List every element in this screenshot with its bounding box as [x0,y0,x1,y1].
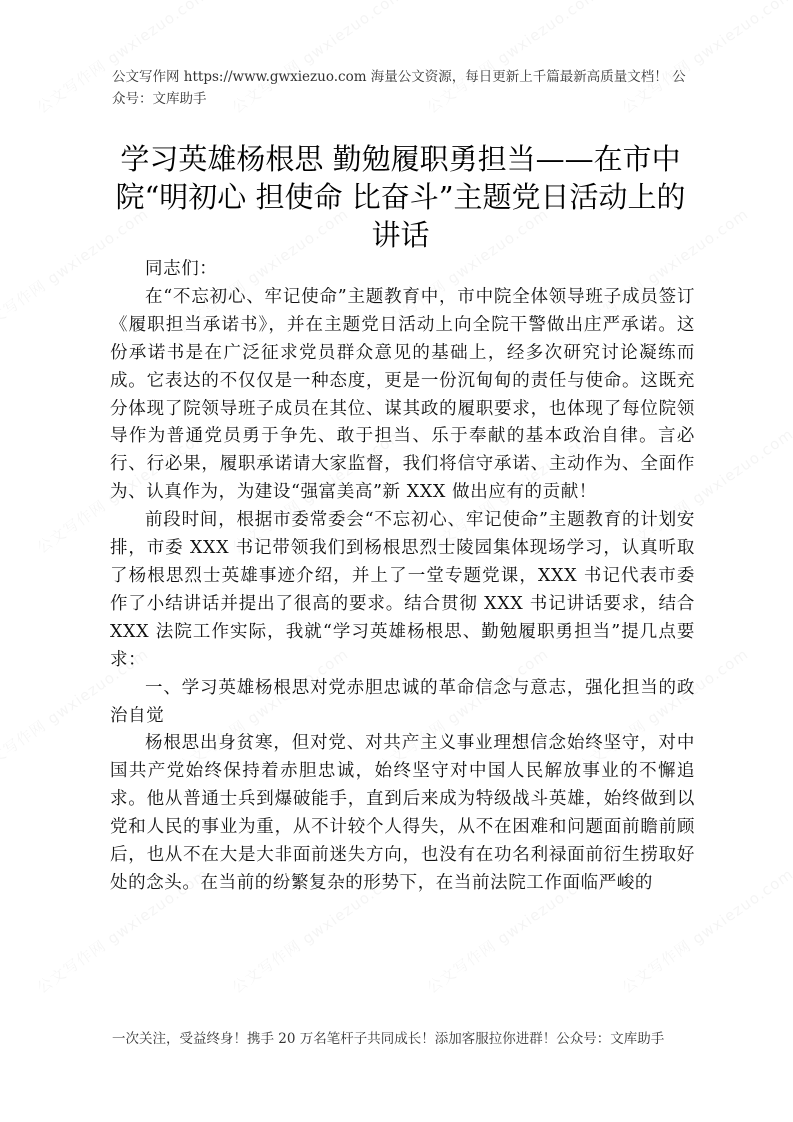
section-heading-1: 一、学习英雄杨根思对党赤胆忠诚的革命信念与意志，强化担当的政治自觉 [110,677,695,726]
body-paragraph-2: 前段时间，根据市委常委会“不忘初心、牢记使命”主题教育的计划安排，市委 XXX 书记带领我们到杨根思烈士陵园集体现场学习，认真听取了杨根思烈士英雄事迹介绍，并上了一堂专题党课，XXX 书记代表市委作了小结讲话并提出了很高的要求。结合贯彻 XXX 书记讲话要求，结合 XXX 法院工作实际，我就“学习英雄杨根思、勤勉履职勇担当”提几点要求： [110,510,695,670]
page-footer-note: 一次关注，受益终身！携手 20 万名笔杆子共同成长！添加客服拉你进群！公众号：文库助手 [112,1031,665,1047]
document-title: 学习英雄杨根思 勤勉履职勇担当——在市中院“明初心 担使命 比奋斗”主题党日活动上的讲话 [115,142,686,252]
document-body [110,256,695,898]
body-paragraph-3: 杨根思出身贫寒，但对党、对共产主义事业理想信念始终坚守，对中国共产党始终保持着赤胆忠诚，始终坚守对中国人民解放事业的不懈追求。他从普通士兵到爆破能手，直到后来成为特级战斗英雄，始终做到以党和人民的事业为重，从不计较个人得失，从不在困难和问题面前瞻前顾后，也从不在大是大非面前迷失方向，也没有在功名利禄面前衍生捞取好处的念头。在当前的纷繁复杂的形势下，在当前法院工作面临严峻的 [110,733,695,893]
body-paragraph-1: 在“不忘初心、牢记使命”主题教育中，市中院全体领导班子成员签订《履职担当承诺书》，并在主题党日活动上向全院干警做出庄严承诺。这份承诺书是在广泛征求党员群众意见的基础上，经多次研究讨论凝练而成。它表达的不仅仅是一种态度，更是一份沉甸甸的责任与使命。这既充分体现了院领导班子成员在其位、谋其政的履职要求，也体现了每位院领导作为普通党员勇于争先、敢于担当、乐于奉献的基本政治自律。言必行、行必果，履职承诺请大家监督，我们将信守承诺、主动作为、全面作为、认真作为，为建设“强富美高”新 XXX 做出应有的贡献！ [110,286,695,503]
page-header-note: 公文写作网 https://www.gwxiezuo.com 海量公文资源，每日更新上千篇最新高质量文档！ 公众号：文库助手 [112,69,686,107]
salutation: 同志们： [145,259,218,279]
